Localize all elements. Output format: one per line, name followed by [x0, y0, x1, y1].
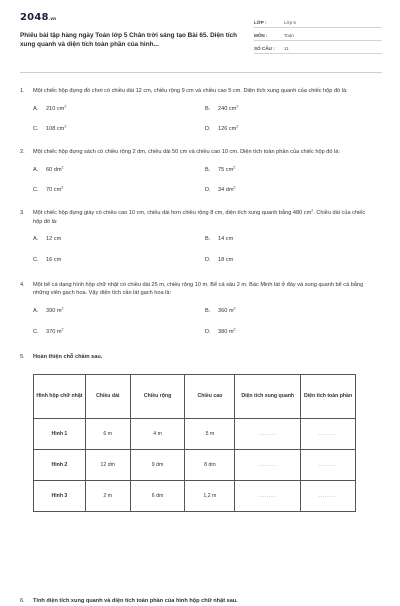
table-cell: 5 m	[185, 418, 235, 449]
site-logo[interactable]	[20, 12, 250, 25]
question-text: Một bể cá dạng hình hộp chữ nhật có chiều dài 25 m, chiều rộng 10 m. Bể cá sâu 2 m. Bác Minh lát ở đáy và xung quanh bể cá bằng những viên gạch hoa. Vậy diện tích cần lát gạch hoa là:	[33, 281, 364, 297]
table-cell: 12 dm	[85, 449, 130, 480]
table-cell: 8 dm	[185, 449, 235, 480]
answer-options	[33, 166, 382, 195]
option-letter: B.	[205, 105, 211, 112]
option-c[interactable]	[33, 125, 205, 134]
column-header: Chiều rộng	[130, 374, 185, 418]
option-letter: D.	[205, 126, 211, 133]
option-letter: C.	[33, 126, 39, 133]
meta-value: Toán	[284, 32, 294, 38]
meta-question-count	[254, 43, 382, 54]
column-header: Diện tích toàn phần	[301, 374, 356, 418]
option-value: 14 cm	[218, 236, 234, 243]
question-5	[20, 353, 382, 362]
option-c[interactable]	[33, 256, 205, 265]
option-letter: A.	[33, 166, 39, 173]
table-row	[34, 418, 356, 449]
option-b[interactable]	[205, 307, 375, 316]
option-a[interactable]	[33, 105, 205, 114]
meta-value: 11	[284, 45, 289, 51]
question-6	[20, 597, 375, 606]
option-letter: C.	[33, 187, 39, 194]
answer-blank[interactable]: .........	[301, 480, 356, 511]
question-number: 6.	[20, 598, 25, 604]
option-letter: A.	[33, 105, 39, 112]
option-letter: B.	[205, 307, 211, 314]
option-value: 210 $cm^2$	[46, 104, 67, 112]
answer-blank[interactable]: .........	[301, 418, 356, 449]
option-letter: A.	[33, 236, 39, 243]
option-b[interactable]	[205, 235, 375, 244]
column-header: Chiều dài	[85, 374, 130, 418]
answer-options	[33, 105, 382, 134]
option-value: 16 cm	[46, 256, 62, 263]
fill-in-table	[33, 374, 356, 512]
question-text: Hoàn thiện chỗ chấm sau.	[33, 354, 103, 361]
table-cell: Hình 3	[34, 480, 86, 511]
option-letter: C.	[33, 328, 39, 335]
question-text: Tính diện tích xung quanh và diện tích toàn phần của hình hộp chữ nhật sau.	[33, 598, 238, 604]
table-cell: 6 dm	[130, 480, 185, 511]
option-c[interactable]	[33, 328, 205, 337]
option-d[interactable]	[205, 125, 375, 134]
table-cell: 4 m	[130, 418, 185, 449]
meta-label: SỐ CÂU :	[254, 45, 275, 51]
table-row	[34, 480, 356, 511]
question-number: 1.	[20, 88, 25, 94]
meta-label: MÔN :	[254, 32, 268, 38]
answer-options	[33, 307, 382, 336]
question-number: 2.	[20, 148, 25, 155]
question-text: Một chiếc hộp đựng giày có chiều cao 10 cm, chiều dài hơn chiều rộng 8 cm, diện tích xung quanh bằng 480 $cm^2$. Chiều dài của chiếc hộp đó là:	[33, 208, 366, 225]
option-d[interactable]	[205, 256, 375, 265]
question-number: 3.	[20, 209, 25, 216]
column-header: Chiều cao	[185, 374, 235, 418]
option-a[interactable]	[33, 235, 205, 244]
answer-blank[interactable]: .........	[235, 480, 301, 511]
header-divider	[20, 72, 382, 73]
logo-suffix: .vn	[48, 16, 57, 21]
answer-blank[interactable]: .........	[301, 449, 356, 480]
document-title: Phiếu bài tập hàng ngày Toán lớp 5 Chân trời sáng tạo Bài 65. Diện tích xung quanh và diện tích toàn phần của hình...	[20, 32, 238, 48]
table-cell: Hình 2	[34, 449, 86, 480]
column-header: Diện tích xung quanh	[235, 374, 301, 418]
option-value: 60 $dm^2$	[46, 165, 64, 173]
option-value: 370 $m^2$	[46, 327, 64, 335]
table-cell: 6 m	[85, 418, 130, 449]
table-cell: 1,2 m	[185, 480, 235, 511]
option-value: 70 $cm^2$	[46, 185, 64, 194]
option-letter: A.	[33, 307, 39, 314]
table-cell: 9 dm	[130, 449, 185, 480]
worksheet-header	[20, 12, 382, 56]
meta-subject	[254, 30, 382, 41]
header-meta	[254, 12, 382, 56]
option-letter: D.	[205, 256, 211, 263]
option-letter: B.	[205, 166, 211, 173]
option-value: 380 $m^2$	[218, 327, 236, 335]
option-a[interactable]	[33, 307, 205, 316]
meta-label: LỚP :	[254, 19, 267, 25]
option-value: 108 $cm^2$	[46, 124, 67, 133]
option-value: 34 $dm^2$	[218, 185, 236, 194]
option-d[interactable]	[205, 186, 375, 195]
option-value: 12 cm	[46, 236, 62, 243]
question-3	[20, 209, 382, 265]
logo-main: 2048	[20, 12, 49, 23]
answer-blank[interactable]: .........	[235, 418, 301, 449]
table-header-row	[34, 374, 356, 418]
question-number: 4.	[20, 281, 25, 288]
question-4	[20, 281, 382, 337]
option-value: 18 cm	[218, 256, 234, 263]
meta-grade	[254, 17, 382, 28]
question-number: 5.	[20, 354, 25, 361]
option-letter: D.	[205, 328, 211, 335]
table-cell: Hình 1	[34, 418, 86, 449]
column-header: Hình hộp chữ nhật	[34, 374, 86, 418]
option-c[interactable]	[33, 186, 205, 195]
option-letter: D.	[205, 187, 211, 194]
option-letter: C.	[33, 256, 39, 263]
answer-blank[interactable]: .........	[235, 449, 301, 480]
option-b[interactable]	[205, 105, 375, 114]
option-value: 75 $cm^2$	[218, 165, 236, 173]
meta-value: Lớp 5	[284, 19, 296, 25]
option-value: 240 $cm^2$	[218, 104, 239, 112]
option-letter: B.	[205, 236, 211, 243]
option-value: 126 $cm^2$	[218, 124, 239, 133]
header-left	[20, 12, 250, 56]
option-value: 390 $m^2$	[46, 306, 64, 314]
option-b[interactable]	[205, 166, 375, 175]
table-cell: 2 m	[85, 480, 130, 511]
answer-options	[33, 235, 382, 264]
option-a[interactable]	[33, 166, 205, 175]
question-2	[20, 148, 382, 195]
option-d[interactable]	[205, 328, 375, 337]
fill-in-table-wrapper	[33, 374, 382, 512]
option-value: 360 $m^2$	[218, 306, 236, 314]
question-text: Một chiếc hộp đựng đồ chơi có chiều dài 12 cm, chiều rộng 9 cm và chiều cao 5 cm. Diện tích xung quanh của chiếc hộp đó là:	[33, 88, 348, 94]
question-1	[20, 87, 382, 134]
question-text: Một chiếc hộp đựng sách có chiều rộng 2 dm, chiều dài 50 cm và chiều cao 10 cm. Diện tích toàn phần của chiếc hộp đó là:	[33, 148, 340, 155]
table-row	[34, 449, 356, 480]
